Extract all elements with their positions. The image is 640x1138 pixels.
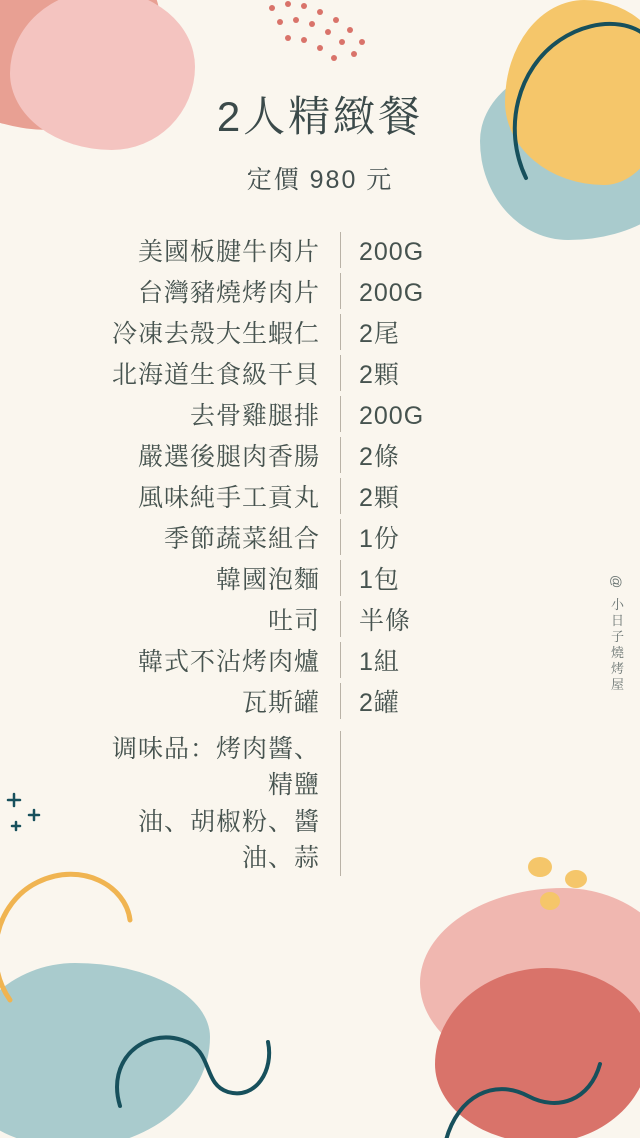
item-name: 北海道生食級干貝 <box>111 361 320 389</box>
item-name: 冷凍去殼大生蝦仁 <box>111 320 320 348</box>
list-item <box>90 437 550 473</box>
item-name: 美國板腱牛肉片 <box>137 238 320 266</box>
seasoning-line-2: 油、胡椒粉、醬油、蒜 <box>137 807 320 872</box>
list-item <box>90 478 550 514</box>
item-name: 嚴選後腿肉香腸 <box>137 443 320 471</box>
item-name: 台灣豬燒烤肉片 <box>137 279 320 307</box>
decor-squiggle-bottom-right-icon <box>440 1030 610 1138</box>
list-item <box>90 601 550 637</box>
list-item <box>90 355 550 391</box>
decor-blob-bottom-right-red <box>435 968 640 1138</box>
decor-blob-bottom-left-teal <box>0 963 210 1138</box>
decor-outline-bottom-left-icon <box>0 868 140 1008</box>
list-item <box>90 642 550 678</box>
list-item <box>90 396 550 432</box>
item-qty: 1組 <box>359 648 400 676</box>
item-name: 季節蔬菜組合 <box>163 525 320 553</box>
decor-blob-bottom-right-pink <box>420 888 640 1078</box>
item-qty: 200G <box>359 402 425 430</box>
menu-list <box>90 232 550 719</box>
item-qty: 半條 <box>359 607 412 635</box>
item-qty: 200G <box>359 238 425 266</box>
item-qty: 200G <box>359 279 425 307</box>
seasoning-note <box>90 731 550 876</box>
watermark: @ 小日子燒烤屋 <box>609 575 624 694</box>
item-qty: 1份 <box>359 525 400 553</box>
list-item <box>90 273 550 309</box>
decor-squiggle-bottom-left-icon <box>110 988 280 1128</box>
seasoning-spacer <box>341 731 550 876</box>
seasoning-line-1: 调味品：烤肉醬、精鹽 <box>111 735 320 800</box>
item-qty: 2尾 <box>359 320 400 348</box>
list-item <box>90 232 550 268</box>
item-qty: 2顆 <box>359 484 400 512</box>
seasoning-lines <box>90 731 340 876</box>
item-name: 瓦斯罐 <box>241 689 320 717</box>
price-label: 定價 980 元 <box>246 166 394 194</box>
list-item <box>90 560 550 596</box>
item-name: 風味純手工貢丸 <box>137 484 320 512</box>
item-qty: 1包 <box>359 566 400 594</box>
list-item <box>90 519 550 555</box>
item-qty: 2罐 <box>359 689 400 717</box>
item-name: 韓國泡麵 <box>215 566 320 594</box>
list-item <box>90 683 550 719</box>
item-name: 韓式不沾烤肉爐 <box>137 648 320 676</box>
page-title: 2人精緻餐 <box>216 93 424 140</box>
item-qty: 2條 <box>359 443 400 471</box>
item-name: 去骨雞腿排 <box>189 402 320 430</box>
item-name: 吐司 <box>267 607 320 635</box>
item-qty: 2顆 <box>359 361 400 389</box>
list-item <box>90 314 550 350</box>
